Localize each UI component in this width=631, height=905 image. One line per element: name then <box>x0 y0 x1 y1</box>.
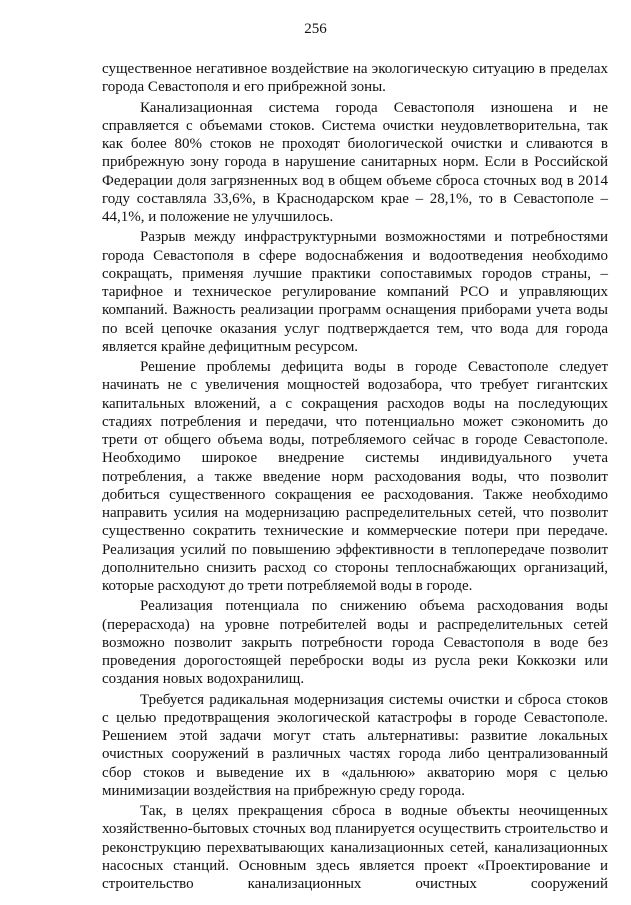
paragraph-sewerage: Канализационная система города Севастополя изношена и не справляется с объемами стоков. Система очистки неудовлетворительна, так как более 80% стоков не проходят биологической очистки и сливаются в прибрежную зону города в нарушение санитарных норм. Если в Российской Федерации доля загрязненных вод в общем объеме сброса сточных вод в 2014 году составляла 33,6%, в Краснодарском крае – 28,1%, то в Севастополе – 44,1%, и положение не улучшилось. <box>102 99 608 225</box>
paragraph-water-deficit: Решение проблемы дефицита воды в городе Севастополе следует начинать не с увеличения мощностей водозабора, что требует гигантских капитальных вложений, а с сокращения расходов воды на последующих стадиях потребления и передачи, что потенциально может сэкономить до трети от общего объема воды, потребляемого сейчас в городе Севастополе. Необходимо широкое внедрение системы индивидуального учета потребления, а также введение норм расходования воды, что позволит добиться существенного сокращения ее расходования. Также необходимо направить усилия на модернизацию распределительных сетей, что позволит существенно сократить технические и коммерческие потери при передаче. Реализация усилий по повышению эффективности в теплопередаче позволит дополнительно снизить расход со стороны теплоснабжающих организаций, которые расходуют до трети потребляемой воды в городе. <box>102 359 608 594</box>
paragraph-continuation: существенное негативное воздействие на экологическую ситуацию в пределах города Севастополя и его прибрежной зоны. <box>102 61 608 96</box>
paragraph-discharge-project: Так, в целях прекращения сброса в водные объекты неочищенных хозяйственно-бытовых сточных вод планируется осуществить строительство и реконструкцию перехватывающих канализационных сетей, канализационных насосных станций. Основным здесь является проект «Проектирование и строительство канализационных очистных сооружений <box>102 803 608 892</box>
page-number: 256 <box>304 21 327 37</box>
paragraph-infrastructure-gap: Разрыв между инфраструктурными возможностями и потребностями города Севастополя в сфере водоснабжения и водоотведения необходимо сокращать, применяя лучшие практики сопоставимых городов страны, – тарифное и техническое регулирование компаний РСО и управляющих компаний. Важность реализации программ оснащения приборами учета воды по всей цепочке оказания услуг подтверждается тем, что вода для города является крайне дефицитным ресурсом. <box>102 229 608 355</box>
paragraph-modernization: Требуется радикальная модернизация системы очистки и сброса стоков с целью предотвращения экологической катастрофы в городе Севастополе. Решением этой задачи могут стать альтернативы: развитие локальных очистных сооружений в различных частях города либо централизованный сбор стоков и выведение их в «дальнюю» акваторию моря с целью минимизации воздействия на прибрежную среду города. <box>102 691 608 799</box>
document-body <box>102 60 608 893</box>
paragraph-consumption-reduction: Реализация потенциала по снижению объема расходования воды (перерасхода) на уровне потребителей воды и распределительных сетей возможно позволит закрыть потребности города Севастополя в воде без проведения дорогостоящей переброски воды из русла реки Коккозки или создания новых водохранилищ. <box>102 598 608 688</box>
